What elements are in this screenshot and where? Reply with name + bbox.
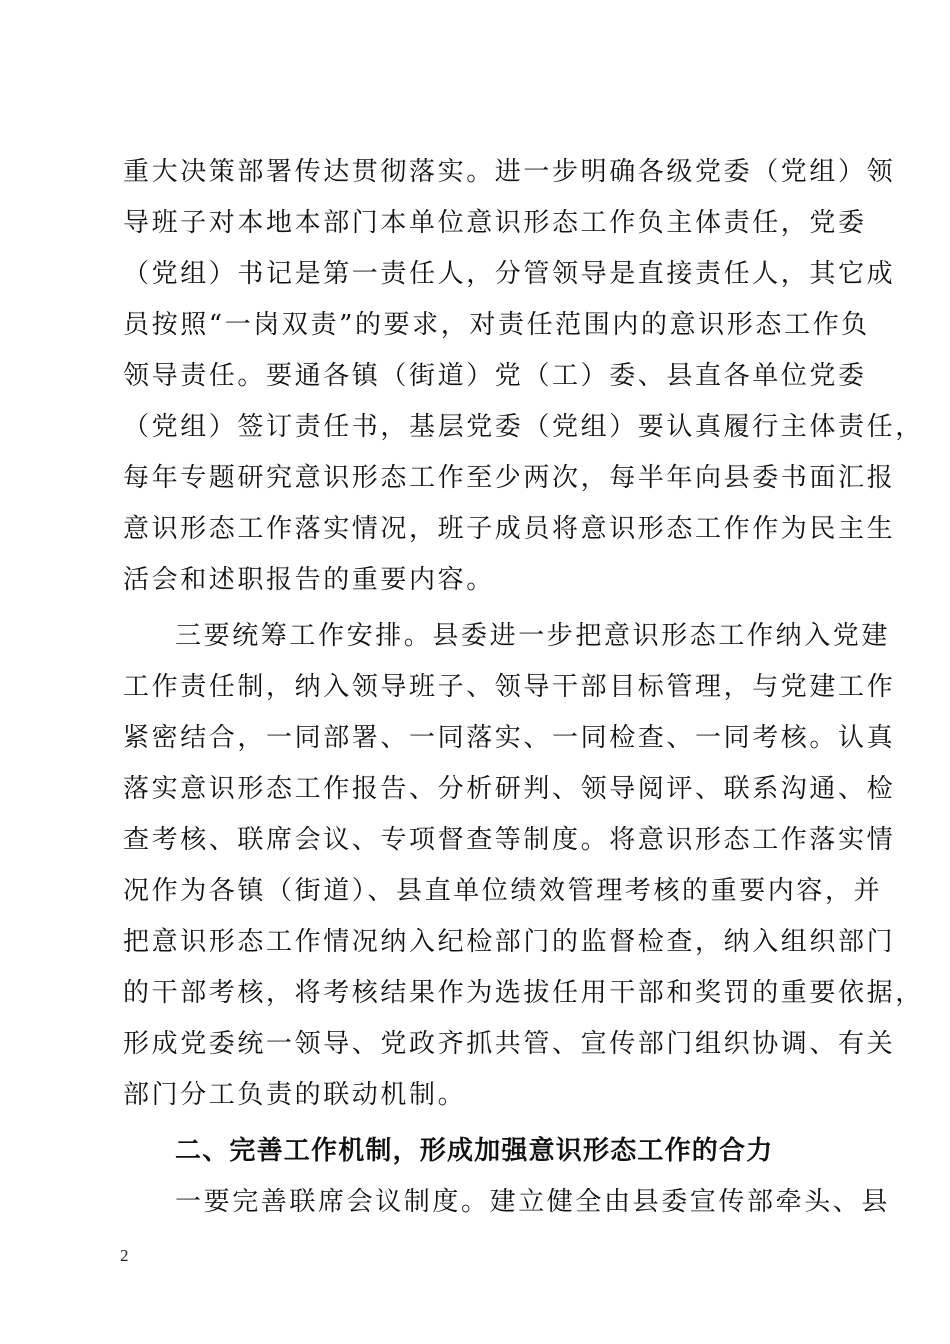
- text-line: 查考核、联席会议、专项督查等制度。将意识形态工作落实情: [123, 825, 896, 855]
- text-line: （党组）书记是第一责任人，分管领导是直接责任人，其它成: [123, 259, 896, 289]
- text-line: 活会和述职报告的重要内容。: [123, 565, 495, 595]
- paragraph-work-arrangement: [123, 611, 924, 1121]
- text-line: 导班子对本地本部门本单位意识形态工作负主体责任，党委: [123, 208, 867, 238]
- text-line: 一要完善联席会议制度。建立健全由县委宣传部牵头、县: [175, 1187, 891, 1217]
- text-line: 三要统筹工作安排。县委进一步把意识形态工作纳入党建: [175, 621, 891, 651]
- page-number: 2: [120, 1246, 129, 1265]
- text-line: 的干部考核，将考核结果作为选拔任用干部和奖罚的重要依据，: [123, 978, 924, 1008]
- text-line: 把意识形态工作情况纳入纪检部门的监督检查，纳入组织部门: [123, 927, 896, 957]
- text-line: 工作责任制，纳入领导班子、领导干部目标管理，与党建工作: [123, 672, 896, 702]
- text-line: 紧密结合，一同部署、一同落实、一同检查、一同考核。认真: [123, 723, 896, 753]
- text-line: 形成党委统一领导、党政齐抓共管、宣传部门组织协调、有关: [123, 1029, 896, 1059]
- text-line: 每年专题研究意识形态工作至少两次，每半年向县委书面汇报: [123, 463, 896, 493]
- section-heading: 二、完善工作机制，形成加强意识形态工作的合力: [175, 1136, 774, 1166]
- section-heading-block: [123, 1126, 843, 1177]
- text-line: 部门分工负责的联动机制。: [123, 1080, 467, 1110]
- paragraph-continued: [123, 147, 924, 606]
- text-line: （党组）签订责任书，基层党委（党组）要认真履行主体责任，: [123, 412, 924, 442]
- text-line: 员按照“一岗双责”的要求，对责任范围内的意识形态工作负: [123, 310, 870, 340]
- text-line: 重大决策部署传达贯彻落实。进一步明确各级党委（党组）领: [123, 157, 896, 187]
- document-body: [123, 147, 924, 1228]
- text-line: 意识形态工作落实情况，班子成员将意识形态工作作为民主生: [123, 514, 896, 544]
- text-line: 况作为各镇（街道）、县直单位绩效管理考核的重要内容，并: [123, 876, 883, 906]
- text-line: 领导责任。要通各镇（街道）党（工）委、县直各单位党委: [123, 361, 867, 391]
- text-line: 落实意识形态工作报告、分析研判、领导阅评、联系沟通、检: [123, 774, 896, 804]
- paragraph-joint-meeting: [123, 1177, 891, 1228]
